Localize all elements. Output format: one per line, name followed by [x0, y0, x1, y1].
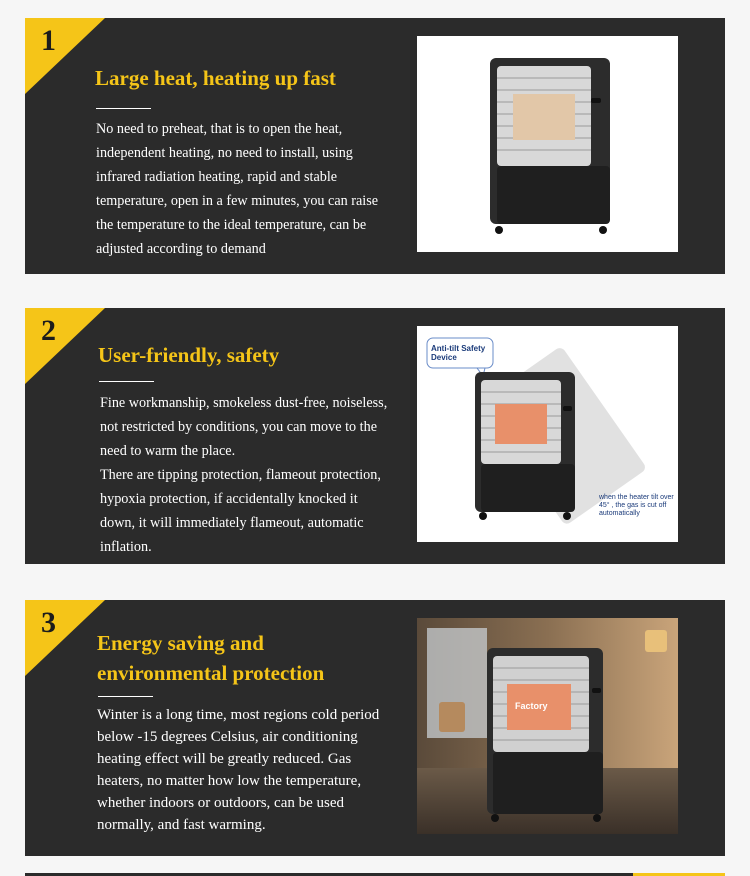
title-divider [96, 108, 151, 109]
section-number: 1 [41, 24, 56, 57]
section-body: No need to preheat, that is to open the heat, independent heating, no need to install, using infrared radiation heating, rapid and stable temperature, open in a few minutes, you can raise the temperature to the ideal temperature, can be adjusted according to demand [96, 121, 379, 257]
section-card-3 [25, 600, 725, 856]
section-title: User-friendly, safety [98, 343, 280, 367]
tilt-note: when the heater tilt over 45° , the gas is cut off automatically [599, 494, 674, 517]
heater-in-room-icon [417, 618, 678, 834]
safety-callout: Anti-tilt Safety Device [431, 344, 486, 362]
section-title: Large heat, heating up fast [95, 66, 336, 90]
number-corner [25, 308, 105, 384]
title-divider [98, 696, 153, 697]
heater-label: Factory [515, 701, 548, 711]
section-card-2 [25, 308, 725, 564]
heater-product-icon [417, 36, 678, 252]
section-number: 3 [41, 606, 56, 639]
number-corner [25, 600, 105, 676]
heater-room-image [417, 618, 678, 834]
section-body: Fine workmanship, smokeless dust-free, noiseless, not restricted by conditions, you can move to the need to warm the place. There are tipping protection, flameout protection, hypoxia protection, if accidentally knocked it down, it will immediately flameout, automatic inflation. [100, 395, 388, 555]
section-title: Energy saving and environmental protection [97, 631, 325, 685]
number-corner [25, 18, 105, 94]
section-card-1 [25, 18, 725, 274]
section-number: 2 [41, 314, 56, 347]
title-divider [99, 381, 154, 382]
section-body: Winter is a long time, most regions cold period below -15 degrees Celsius, air conditioning heating effect will be greatly reduced. Gas heaters, no matter how low the temperature, whether indoors or outdoors, can be used normally, and fast warming. [97, 707, 380, 833]
heater-tilt-image [417, 326, 678, 542]
heater-product-image [417, 36, 678, 252]
